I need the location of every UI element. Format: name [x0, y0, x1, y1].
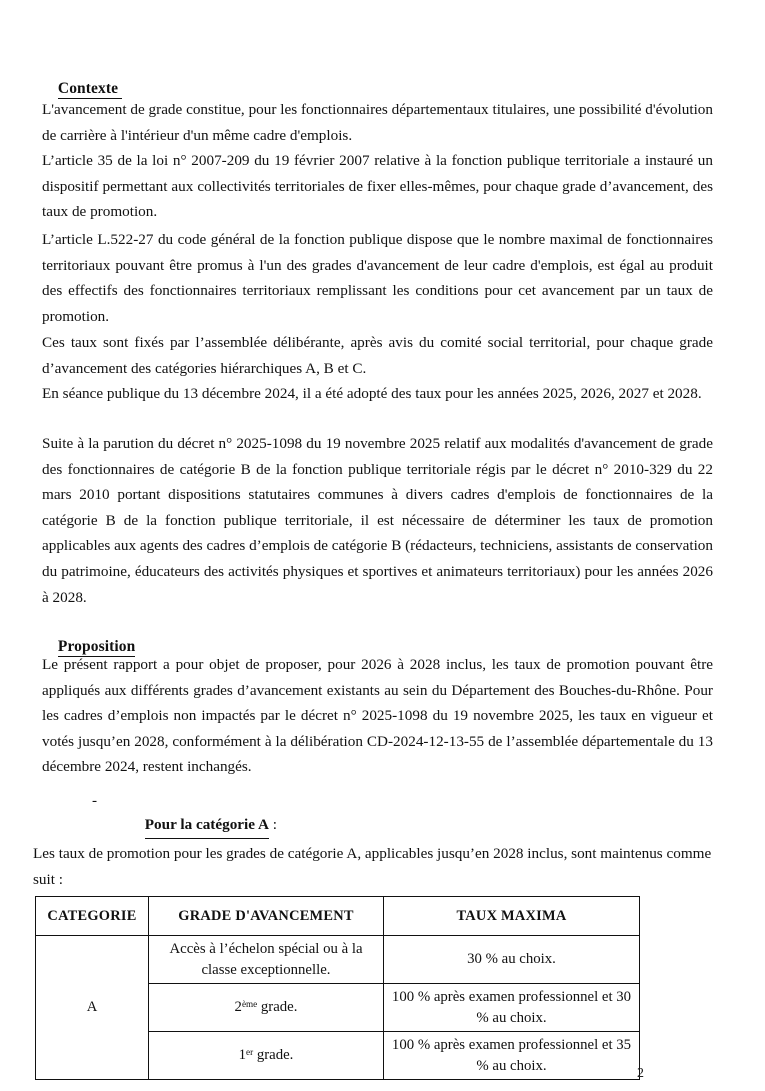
grade-number: 2 — [234, 999, 242, 1016]
table-intro-text: Les taux de promotion pour les grades de catégorie A, applicables jusqu’en 2028 inclus, sont maintenus comme suit : — [33, 845, 712, 888]
table-cell-grade — [149, 984, 384, 1032]
page-number-value: 2 — [637, 1066, 644, 1081]
table-header-grade: GRADE D'AVANCEMENT — [149, 897, 384, 936]
paragraph-contexte-4 — [42, 330, 713, 381]
rates-table-container — [35, 896, 639, 1080]
grade-number: 1 — [238, 1047, 246, 1064]
grade-ordinal-suffix: er — [246, 1047, 254, 1058]
paragraph-contexte-3 — [42, 227, 713, 329]
paragraph-text: Suite à la parution du décret n° 2025-1098 du 19 novembre 2025 relatif aux modalités d'avancement de grade des fonctionnaires de catégorie B de la fonction publique territoriale régis par le décret n° 2010-329 du 22 mars 2010 portant dispositions statutaires communes à divers cadres d'emplois de fonctionnaires de la catégorie B de la fonction publique territoriale, il est nécessaire de déterminer les taux de promotion applicables aux agents des cadres d’emplois de catégorie B (rédacteurs, techniciens, assistants de conservation du patrimoine, éducateurs des activités physiques et sportives et animateurs territoriaux) pour les années 2026 à 2028. — [42, 435, 713, 606]
paragraph-contexte-2 — [42, 148, 713, 225]
paragraph-text: Le présent rapport a pour objet de proposer, pour 2026 à 2028 inclus, les taux de promotion pouvant être appliqués aux différents grades d’avancement existants au sein du Département des Bouches-du-Rhône. Pour les cadres d’emplois non impactés par le décret n° 2025-1098 du 19 novembre 2025, les taux en vigueur et votés jusqu’en 2028, conformément à la délibération CD-2024-12-13-55 de l’assemblée départementale du 13 décembre 2024, restent inchangés. — [42, 656, 713, 776]
table-header-categorie: CATEGORIE — [36, 897, 149, 936]
paragraph-text: En séance publique du 13 décembre 2024, il a été adopté des taux pour les années 2025, 2026, 2027 et 2028. — [42, 385, 702, 402]
table-header-taux: TAUX MAXIMA — [384, 897, 640, 936]
table-cell-rate: 30 % au choix. — [384, 936, 640, 984]
paragraph-proposition-1 — [42, 652, 713, 780]
paragraph-text: L’article L.522-27 du code général de la fonction publique dispose que le nombre maximal de fonctionnaires territoriaux pouvant être promus à l'un des grades d'avancement de leur cadre d'emplois, est égal au produit des effectifs des fonctionnaires territoriaux remplissant les conditions pour cet avancement par un taux de promotion. — [42, 231, 713, 325]
section-heading-proposition-text: Proposition — [58, 638, 135, 657]
paragraph-text: L’article 35 de la loi n° 2007-209 du 19 février 2007 relative à la fonction publique territoriale a instauré un dispositif permettant aux collectivités territoriales de fixer elles-mêmes, pour chaque grade d’avancement, des taux de promotion. — [42, 152, 713, 221]
grade-word: grade. — [257, 999, 298, 1016]
table-row — [36, 936, 640, 984]
section-heading-contexte-text: Contexte — [58, 80, 122, 99]
bullet-label-text: Pour la catégorie A — [145, 813, 269, 839]
paragraph-text: L'avancement de grade constitue, pour les fonctionnaires départementaux titulaires, une possibilité d'évolution de carrière à l'intérieur d'un même cadre d'emplois. — [42, 101, 713, 144]
bullet-dash-marker: - — [92, 792, 98, 809]
table-cell-rate: 100 % après examen professionnel et 30 % au choix. — [384, 984, 640, 1032]
table-cell-grade: Accès à l’échelon spécial ou à la classe exceptionnelle. — [149, 936, 384, 984]
bullet-colon: : — [268, 816, 277, 833]
paragraph-contexte-5 — [42, 381, 713, 407]
table-header-row — [36, 897, 640, 936]
paragraph-contexte-6 — [42, 431, 713, 610]
table-cell-category: A — [36, 936, 149, 1080]
table-intro — [33, 841, 714, 892]
grade-ordinal-suffix: ème — [241, 999, 258, 1010]
rates-table — [35, 896, 640, 1080]
paragraph-text: Ces taux sont fixés par l’assemblée délibérante, après avis du comité social territorial, pour chaque grade d’avancement des catégories hiérarchiques A, B et C. — [42, 334, 713, 377]
page-number — [0, 1066, 765, 1082]
paragraph-contexte-1 — [42, 97, 713, 148]
table-cell-rate: 100 % après examen professionnel et 35 % au choix. — [384, 1032, 640, 1080]
grade-word: grade. — [253, 1047, 294, 1064]
